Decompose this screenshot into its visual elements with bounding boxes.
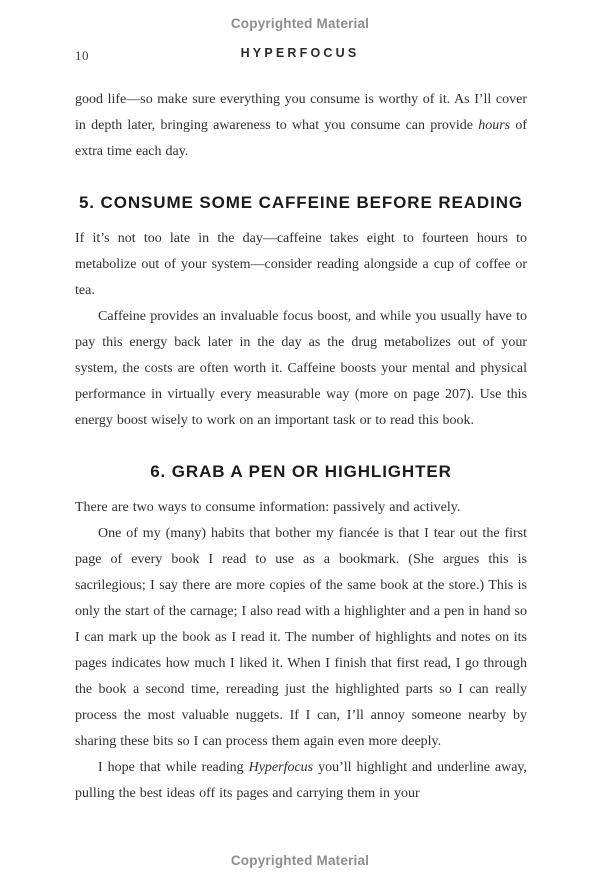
- copyright-notice-top: Copyrighted Material: [230, 16, 370, 31]
- page-header: [0, 46, 600, 63]
- copyright-notice-bottom: Copyrighted Material: [0, 848, 600, 869]
- text-run: you’ll highlight and underline away, pulling the best ideas off its pages and carrying them in your: [75, 760, 527, 801]
- running-head-title: HYPERFOCUS: [240, 46, 360, 60]
- text-run: of extra time each day.: [75, 118, 527, 159]
- paragraph-section5-2: Caffeine provides an invaluable focus boost, and while you usually have to pay this energy back later in the day as the drug metabolizes out of your system, the costs are often worth it. Caffeine boosts your mental and physical performance in virtually every measurable way (more on page 207). Use this energy boost wisely to work on an important task or to read this book.: [75, 309, 527, 428]
- text-run: I hope that while reading: [98, 760, 249, 775]
- section-heading-5-caffeine: 5. CONSUME SOME CAFFEINE BEFORE READING: [78, 193, 524, 212]
- section-heading-6-highlighter: 6. GRAB A PEN OR HIGHLIGHTER: [150, 462, 452, 481]
- paragraph-section5-1: If it’s not too late in the day—caffeine takes eight to fourteen hours to metabolize out of your system—consider reading alongside a cup of coffee or tea.: [75, 231, 527, 298]
- text-run: good life—so make sure everything you consume is worthy of it. As I’ll cover in depth later, bringing awareness to what you consume can provide: [75, 92, 527, 133]
- paragraph-continuation: [75, 87, 527, 165]
- italic-word-hours: hours: [478, 118, 511, 133]
- paragraph-section6-3: [75, 755, 527, 807]
- italic-word-hyperfocus: Hyperfocus: [248, 760, 314, 775]
- page-body: [75, 87, 527, 851]
- paragraph-section6-2: One of my (many) habits that bother my fiancée is that I tear out the first page of every book I read to use as a bookmark. (She argues this is sacrilegious; I say there are more copies of the same book at the store.) This is only the start of the carnage; I also read with a highlighter and a pen in hand so I can mark up the book as I read it. The number of highlights and notes on its pages indicates how much I liked it. When I finish that first read, I go through the book a second time, rereading just the highlighted parts so I can really process the most valuable nuggets. If I can, I’ll annoy someone nearby by sharing these bits so I can process them again even more deeply.: [75, 526, 527, 749]
- paragraph-section6-1: There are two ways to consume information: passively and actively.: [75, 500, 461, 515]
- page-number: 10: [75, 48, 89, 63]
